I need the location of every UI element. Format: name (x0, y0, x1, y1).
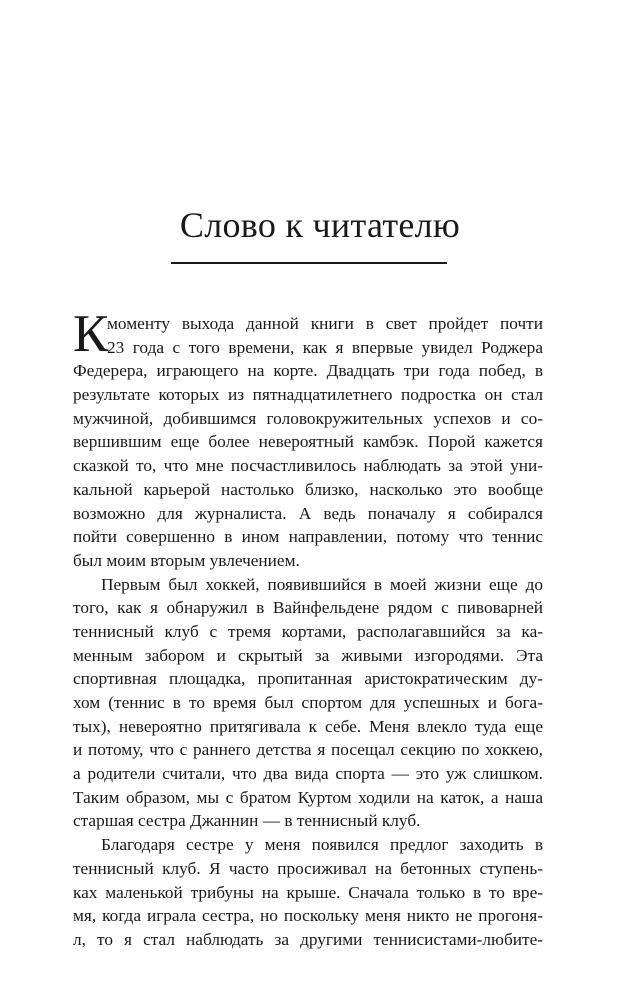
text-line: спортивная площадка, пропитанная аристократическим ду- (73, 669, 543, 689)
body-text (73, 305, 543, 952)
text-line: возможно для журналиста. А ведь поначалу я собирался (73, 503, 543, 523)
text-line: менным забором и скрытый за живыми изгородями. Эта (73, 645, 543, 665)
paragraph-2 (73, 573, 543, 834)
text-line: хом (теннис в то время был спортом для успешных и бога- (73, 693, 543, 712)
text-line: Первым был хоккей, появившийся в моей жизни еще до (101, 574, 543, 594)
text-line: вершившим еще более невероятный камбэк. Порой кажется (73, 432, 543, 452)
paragraph-1 (73, 305, 543, 573)
text-line: теннисный клуб. Я часто просиживал на бетонных ступень- (73, 858, 543, 878)
text-line: Благодаря сестре у меня появился предлог заходить в (101, 835, 543, 855)
text-line: пойти совершенно в ином направлении, потому что теннис (73, 527, 543, 547)
drop-cap: К (73, 305, 109, 363)
text-line: теннисный клуб с тремя кортами, располагавшийся за ка- (73, 621, 543, 641)
text-line: старшая сестра Джаннин — в теннисный клуб. (73, 811, 421, 831)
text-line: был моим вторым увлечением. (73, 550, 300, 570)
text-line: кальной карьерой настолько близко, насколько это вообще (73, 479, 543, 499)
text-line: Федерера, играющего на корте. Двадцать три года побед, в (73, 361, 543, 381)
text-line: моменту выхода данной книги в свет пройдет почти (107, 314, 543, 333)
title-underline (171, 262, 447, 264)
text-line: мужчиной, добившимся головокружительных успехов и со- (73, 408, 543, 428)
text-line: ках маленькой трибуны на крыше. Сначала только в то вре- (73, 882, 543, 902)
text-line: 23 года с того времени, как я впервые увидел Роджера (107, 337, 543, 357)
text-line: а родители считали, что два вида спорта — это уж слишком. (73, 764, 543, 784)
text-line: л, то я стал наблюдать за другими теннисистами-любите- (73, 929, 543, 949)
text-line: того, как я обнаружил в Вайнфельдене рядом с пивоварней (73, 598, 543, 618)
text-line: тых), невероятно притягивала к себе. Меня влекло туда еще (73, 716, 543, 736)
text-line: и потому, что с раннего детства я посещал секцию по хоккею, (73, 740, 543, 760)
paragraph-3 (73, 833, 543, 951)
chapter-title: Слово к читателю (179, 205, 461, 245)
text-line: Таким образом, мы с братом Куртом ходили на каток, а наша (73, 787, 543, 807)
text-line: мя, когда играла сестра, но поскольку меня никто не прогоня- (73, 906, 543, 926)
text-line: результате которых из пятнадцатилетнего подростка он стал (73, 385, 543, 405)
text-line: сказкой то, что мне посчастливилось наблюдать за этой уни- (73, 456, 543, 476)
